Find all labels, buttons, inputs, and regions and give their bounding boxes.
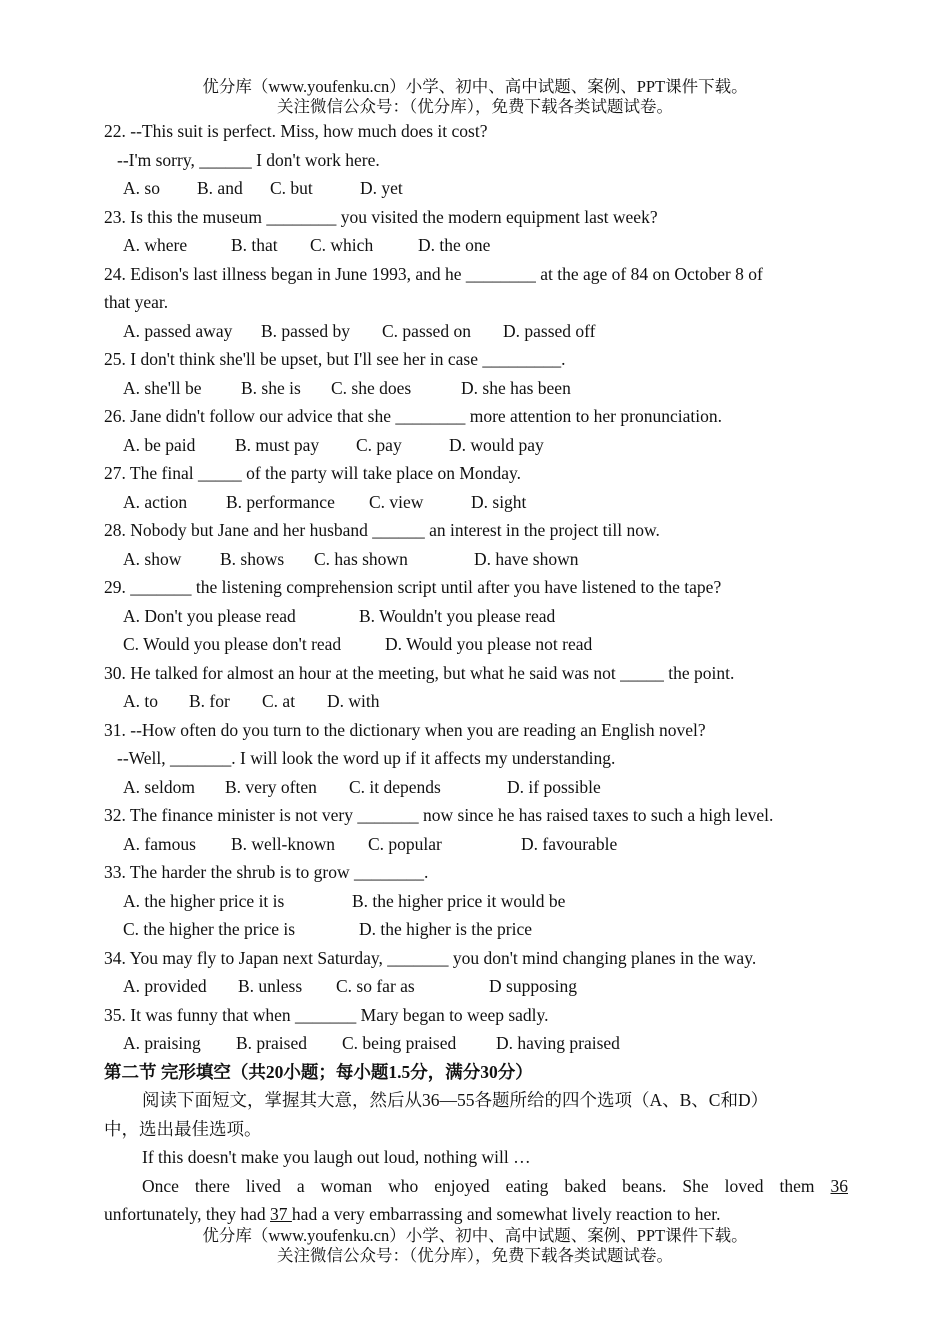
option-d[interactable]: D. passed off <box>503 320 596 341</box>
question-28-options <box>104 545 848 574</box>
question-33-stem: 33. The harder the shrub is to grow ________. <box>104 862 429 882</box>
question-22-stem-2: --I'm sorry, ______ I don't work here. <box>117 149 380 170</box>
option-a[interactable]: A. praising <box>123 1033 201 1053</box>
option-a[interactable]: A. the higher price it is <box>123 890 285 911</box>
option-d[interactable]: D. the one <box>418 235 491 255</box>
question-34-options <box>104 972 848 1001</box>
option-b[interactable]: B. the higher price it would be <box>352 890 566 911</box>
option-a[interactable]: A. Don't you please read <box>123 605 296 626</box>
question-26-stem: 26. Jane didn't follow our advice that she ________ more attention to her pronunciation. <box>104 406 722 426</box>
question-25-stem: 25. I don't think she'll be upset, but I'll see her in case _________. <box>104 349 566 369</box>
option-a[interactable]: A. seldom <box>123 776 195 797</box>
option-c[interactable]: C. at <box>262 691 296 711</box>
question-33-options-cd <box>104 915 848 944</box>
exam-content <box>104 117 848 1229</box>
question-29-options-ab <box>104 602 848 631</box>
option-b[interactable]: B. passed by <box>261 320 350 341</box>
option-c[interactable]: C. Would you please don't read <box>123 634 342 654</box>
option-d[interactable]: D. have shown <box>474 548 579 569</box>
option-d[interactable]: D. having praised <box>496 1033 620 1053</box>
option-b[interactable]: B. shows <box>220 548 285 569</box>
option-c[interactable]: C. pay <box>356 434 402 455</box>
question-33-options-ab <box>104 887 848 916</box>
option-c[interactable]: C. it depends <box>349 776 441 797</box>
passage-text: Once there lived a woman who enjoyed eating baked beans. She loved them <box>142 1175 815 1196</box>
question-32-options <box>104 830 848 859</box>
option-b[interactable]: B. that <box>231 235 278 255</box>
question-29-stem: 29. _______ the listening comprehension script until after you have listened to the tape? <box>104 577 722 597</box>
passage-title: If this doesn't make you laugh out loud, nothing will … <box>142 1147 531 1167</box>
option-a[interactable]: A. show <box>123 548 182 569</box>
option-d[interactable]: D. would pay <box>449 434 544 455</box>
option-a[interactable]: A. action <box>123 491 188 512</box>
option-b[interactable]: B. well-known <box>231 833 336 854</box>
question-22-stem: 22. --This suit is perfect. Miss, how much does it cost? <box>104 121 488 141</box>
question-25-options <box>104 374 848 403</box>
option-d[interactable]: D. the higher is the price <box>359 919 533 939</box>
question-24-stem-2: that year. <box>104 292 169 312</box>
option-b[interactable]: B. must pay <box>235 434 320 455</box>
option-a[interactable]: A. famous <box>123 833 196 854</box>
option-d[interactable]: D supposing <box>489 976 577 996</box>
question-26-options <box>104 431 848 460</box>
question-30-options <box>104 687 848 716</box>
option-a[interactable]: A. to <box>123 691 158 711</box>
footer-line-2: 关注微信公众号：（优分库），免费下载各类试题试卷。 <box>277 1246 673 1265</box>
question-30-stem: 30. He talked for almost an hour at the meeting, but what he said was not _____ the point. <box>104 662 735 683</box>
question-31-stem-2: --Well, _______. I will look the word up if it affects my understanding. <box>117 748 616 768</box>
option-c[interactable]: C. she does <box>331 377 412 398</box>
option-a[interactable]: A. passed away <box>123 320 233 341</box>
option-d[interactable]: D. sight <box>471 491 527 512</box>
question-24-stem: 24. Edison's last illness began in June 1993, and he ________ at the age of 84 on October 8 of <box>104 263 763 284</box>
question-27-stem: 27. The final _____ of the party will take place on Monday. <box>104 463 521 483</box>
passage-text: unfortunately, they had <box>104 1204 266 1224</box>
option-c[interactable]: C. popular <box>368 833 442 854</box>
option-a[interactable]: A. provided <box>123 976 207 996</box>
option-d[interactable]: D. if possible <box>507 776 601 797</box>
option-a[interactable]: A. she'll be <box>123 377 202 398</box>
question-23-options <box>104 231 848 260</box>
option-c[interactable]: C. has shown <box>314 548 408 569</box>
question-31-stem: 31. --How often do you turn to the dictionary when you are reading an English novel? <box>104 719 706 740</box>
option-c[interactable]: C. which <box>310 235 374 255</box>
option-c[interactable]: C. passed on <box>382 320 471 341</box>
option-d[interactable]: D. yet <box>360 178 403 198</box>
question-32-stem: 32. The finance minister is not very _______ now since he has raised taxes to such a high level. <box>104 805 774 825</box>
option-b[interactable]: B. and <box>197 178 243 198</box>
section-2-instruction-1: 阅读下面短文，掌握其大意，然后从36—55各题所给的四个选项（A、B、C和D） <box>142 1090 769 1110</box>
option-b[interactable]: B. very often <box>225 776 317 797</box>
passage-line-2 <box>104 1200 848 1229</box>
option-a[interactable]: A. so <box>123 178 160 198</box>
option-c[interactable]: C. so far as <box>336 976 415 996</box>
question-31-options <box>104 773 848 802</box>
option-b[interactable]: B. praised <box>236 1033 307 1053</box>
option-d[interactable]: D. favourable <box>521 833 618 854</box>
option-b[interactable]: B. she is <box>241 377 301 398</box>
footer-line-1: 优分库（www.youfenku.cn）小学、初中、高中试题、案例、PPT课件下载。 <box>202 1226 748 1245</box>
option-d[interactable]: D. with <box>327 691 380 711</box>
question-24-options <box>104 317 848 346</box>
option-c[interactable]: C. but <box>270 178 313 198</box>
passage-text: had a very embarrassing and somewhat lively reaction to her. <box>291 1204 721 1224</box>
option-c[interactable]: C. being praised <box>342 1033 457 1053</box>
passage-line-1 <box>104 1172 848 1201</box>
option-b[interactable]: B. for <box>189 691 230 711</box>
question-35-options <box>104 1029 848 1058</box>
section-2-title: 第二节 完形填空（共20小题；每小题1.5分，满分30分） <box>104 1061 533 1082</box>
header-line-2: 关注微信公众号：（优分库），免费下载各类试题试卷。 <box>277 97 673 116</box>
option-d[interactable]: D. Would you please not read <box>385 634 593 654</box>
question-28-stem: 28. Nobody but Jane and her husband ______ an interest in the project till now. <box>104 520 660 540</box>
question-22-options <box>104 174 848 203</box>
blank-36[interactable]: 36 <box>830 1175 848 1196</box>
option-a[interactable]: A. be paid <box>123 434 196 455</box>
option-b[interactable]: B. performance <box>226 491 335 512</box>
question-27-options <box>104 488 848 517</box>
option-c[interactable]: C. view <box>369 491 424 512</box>
option-c[interactable]: C. the higher the price is <box>123 919 296 939</box>
question-29-options-cd <box>104 630 848 659</box>
option-b[interactable]: B. Wouldn't you please read <box>359 605 556 626</box>
question-35-stem: 35. It was funny that when _______ Mary began to weep sadly. <box>104 1004 549 1025</box>
option-d[interactable]: D. she has been <box>461 377 571 398</box>
blank-37[interactable]: 37 <box>270 1204 292 1224</box>
option-b[interactable]: B. unless <box>238 976 303 996</box>
section-2-instruction-2: 中，选出最佳选项。 <box>104 1118 262 1139</box>
header-line-1: 优分库（www.youfenku.cn）小学、初中、高中试题、案例、PPT课件下载。 <box>202 77 748 96</box>
option-a[interactable]: A. where <box>123 235 188 255</box>
question-23-stem: 23. Is this the museum ________ you visited the modern equipment last week? <box>104 206 658 227</box>
question-34-stem: 34. You may fly to Japan next Saturday, _______ you don't mind changing planes in the way. <box>104 947 757 968</box>
